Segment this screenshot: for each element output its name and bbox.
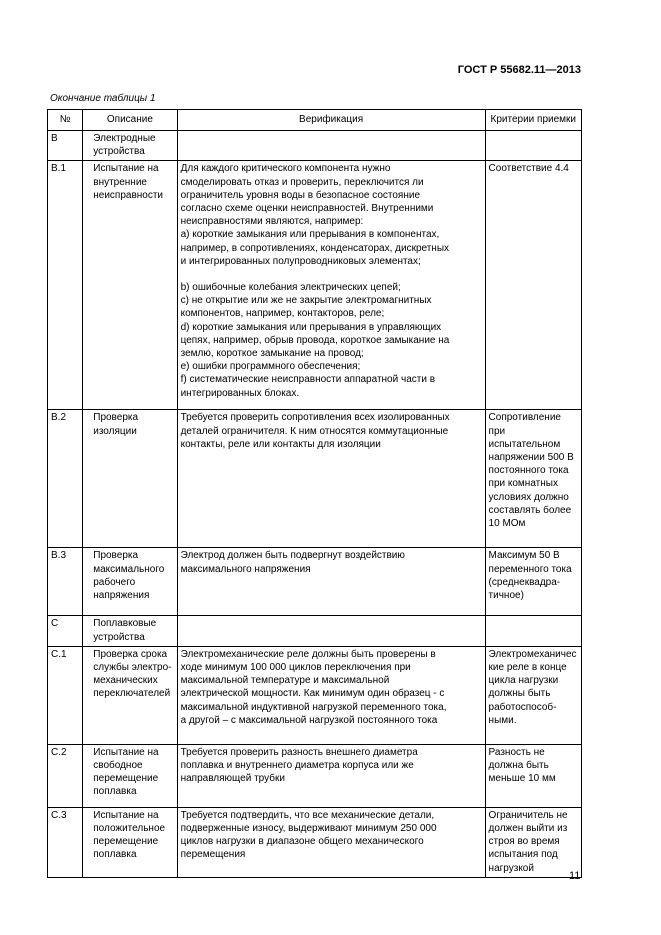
row-description-line: Электродные [93,133,156,144]
row-description [83,548,177,616]
table-row [48,646,582,744]
row-verification-line: максимальной температуре и максимальной [180,675,390,687]
row-acceptance-criteria [485,548,581,616]
row-verification-line: с) не открытие или же не закрытие электромагнитных [180,295,432,307]
row-verification [177,616,485,646]
row-description-line: устройства [93,146,145,158]
row-verification-line: максимальной индуктивной нагрузкой переменного тока, [180,701,447,713]
row-verification-line: e) ошибки программного обеспечения; [180,361,361,373]
row-verification-line: d) короткие замыкания или прерывания в управляющих [180,321,442,333]
table-row [48,161,582,410]
row-verification-line: Электрод должен быть подвергнут воздействию [180,550,405,562]
row-verification-line: согласно схеме оценки неисправностей. Внутренними [180,203,434,215]
row-acceptance-criteria-line: 10 МОм [488,518,526,530]
row-description-line: механических [93,675,158,687]
row-acceptance-criteria-line: Максимум 50 В [488,550,560,562]
row-acceptance-criteria-line: Соответствие 4.4 [488,163,569,175]
row-verification-line [181,268,482,281]
row-acceptance-criteria [485,616,581,646]
row-verification-line: перемещения [180,849,246,861]
row-description-line: положительное [93,823,166,835]
table-row [48,548,582,616]
table-row [48,807,582,877]
row-acceptance-criteria-line: нагрузкой [488,862,534,874]
row-verification [177,410,485,548]
row-verification [177,807,485,877]
row-description-line: изоляции [93,425,137,437]
row-acceptance-criteria-line: (среднеквадра- [488,576,561,588]
row-acceptance-criteria [485,646,581,744]
table-row [48,131,582,161]
table-row [48,410,582,548]
row-description-line: Испытание на [93,163,159,175]
row-verification-line: Электромеханические реле должны быть проверены в [180,648,436,660]
row-description [83,410,177,548]
row-verification-line: поплавка и внутреннего диаметра корпуса или же [180,760,414,772]
row-acceptance-criteria-line: меньше 10 мм [488,773,556,785]
row-acceptance-criteria-line: Сопротивление [488,412,561,424]
header-verification: Верификация [177,110,485,131]
row-verification-line: ограничитель уровня воды в безопасное состояние [180,189,421,201]
page-number: 11 [569,870,581,882]
row-acceptance-criteria-line: Электромеханичес [488,648,577,660]
row-number: C.3 [48,807,83,877]
row-verification-line: например, в сопротивлениях, конденсаторах, дискретных [180,242,450,254]
row-verification-line: подверженные износу, выдерживают минимум 250 000 [180,823,437,835]
row-description-line: напряжения [93,590,150,602]
row-verification-line: компонентов, например, контакторов, реле; [180,308,385,320]
row-acceptance-criteria-line: испытания под [488,849,558,861]
row-verification-line: контакты, реле или контакты для изоляции [180,438,381,450]
row-number: C.2 [48,744,83,807]
row-description-line: Проверка [93,550,139,562]
row-number: B.1 [48,161,83,410]
verification-table [47,109,582,878]
row-description-line: службы электро- [93,662,172,674]
row-description [83,161,177,410]
row-description-line: перемещение [93,773,159,785]
row-description-line: переключателей [93,688,171,700]
row-verification-line: Требуется проверить разность внешнего диаметра [180,746,418,758]
row-verification-line: максимального напряжения [180,563,311,575]
row-verification-line: землю, короткое замыкание на провод; [180,348,364,360]
row-acceptance-criteria-line: условиях должно [488,491,569,503]
row-number: C.1 [48,646,83,744]
row-description-line: неисправности [93,189,164,201]
document-id-header: ГОСТ Р 55682.11—2013 [457,64,581,76]
row-description [83,807,177,877]
table-header-row [48,110,582,131]
row-acceptance-criteria-line: цикла нагрузки [488,675,559,687]
row-description-line: максимального [93,563,165,575]
row-description-line: Проверка срока [93,648,168,660]
row-description-line: поплавка [93,786,137,798]
row-number: B.3 [48,548,83,616]
table-caption: Окончание таблицы 1 [50,93,156,104]
row-verification-line: интегрированных блоках. [180,387,300,399]
row-description-line: рабочего [93,576,136,588]
header-number: № [48,110,83,131]
row-description [83,131,177,161]
header-description: Описание [83,110,177,131]
row-verification-line: цепях, например, обрыв провода, короткое замыкание на [180,334,450,346]
row-verification-line: неисправностями являются, например: [180,216,364,228]
table-row [48,616,582,646]
row-verification [177,131,485,161]
row-description-line: свободное [93,760,143,772]
row-acceptance-criteria-line: при [488,425,506,437]
row-description-line: Испытание на [93,746,159,758]
row-verification-line: деталей ограничителя. К ним относятся коммутационные [180,425,449,437]
row-acceptance-criteria-line: должна быть [488,760,549,772]
row-acceptance-criteria-line: переменного тока [488,563,572,575]
row-acceptance-criteria [485,131,581,161]
row-verification-line: циклов нагрузки в диапазоне общего механического [180,836,424,848]
row-verification-line: f) систематические неисправности аппаратной части в [180,374,436,386]
row-verification-line: b) ошибочные колебания электрических цепей; [180,282,401,294]
row-verification-line: Требуется подтвердить, что все механические детали, [180,809,435,821]
row-acceptance-criteria [485,161,581,410]
row-verification-line: Для каждого критического компонента нужно [180,163,391,175]
row-verification-line: а) короткие замыкания или прерывания в компонентах, [180,229,440,241]
row-acceptance-criteria-line: строя во время [488,836,560,848]
row-acceptance-criteria-line: работоспособ- [488,701,557,713]
row-acceptance-criteria-line: ными. [488,714,517,726]
row-verification-line: Требуется проверить сопротивления всех изолированных [180,412,450,424]
row-description-line: Испытание на [93,809,159,821]
row-acceptance-criteria-line: тичное) [488,590,524,602]
row-verification-line: и интегрированных полупроводниковых элементах; [180,255,421,267]
row-verification [177,646,485,744]
row-acceptance-criteria-line: кие реле в конце [488,662,567,674]
row-description [83,616,177,646]
row-acceptance-criteria-line: должны быть [488,688,551,700]
row-acceptance-criteria [485,744,581,807]
row-number: C [48,616,83,646]
row-description-line: устройства [93,631,145,643]
row-description-line: поплавка [93,849,137,861]
row-acceptance-criteria-line: постоянного тока [488,465,569,477]
row-description-line: Поплавковые [93,618,157,630]
table-body [48,131,582,878]
row-verification-line: смоделировать отказ и проверить, переключится ли [180,176,424,188]
table-row [48,744,582,807]
row-verification-line: ходе минимум 100 000 циклов переключения при [180,662,411,674]
row-number: B [48,131,83,161]
row-acceptance-criteria-line: Ограничитель не [488,809,568,821]
row-description [83,646,177,744]
row-description-line: Проверка [93,412,139,424]
row-acceptance-criteria [485,807,581,877]
row-acceptance-criteria-line: составлять более [488,504,572,516]
row-description-line: внутренние [93,176,147,188]
row-verification-line: а другой – с максимальной нагрузкой постоянного тока [180,714,438,726]
row-acceptance-criteria [485,410,581,548]
row-acceptance-criteria-line: напряжении 500 В [488,452,574,464]
row-verification [177,548,485,616]
row-acceptance-criteria-line: должен выйти из [488,823,568,835]
row-acceptance-criteria-line: Разность не [488,746,545,758]
row-acceptance-criteria-line: при комнатных [488,478,558,490]
row-description [83,744,177,807]
row-verification-line: направляющей трубки [180,773,285,785]
row-verification-line: электрической мощности. Как минимум один образец - с [180,688,445,700]
row-number: B.2 [48,410,83,548]
header-acceptance-criteria: Критерии приемки [485,110,581,131]
row-verification [177,161,485,410]
row-acceptance-criteria-line: испытательном [488,438,561,450]
row-verification [177,744,485,807]
row-description-line: перемещение [93,836,159,848]
